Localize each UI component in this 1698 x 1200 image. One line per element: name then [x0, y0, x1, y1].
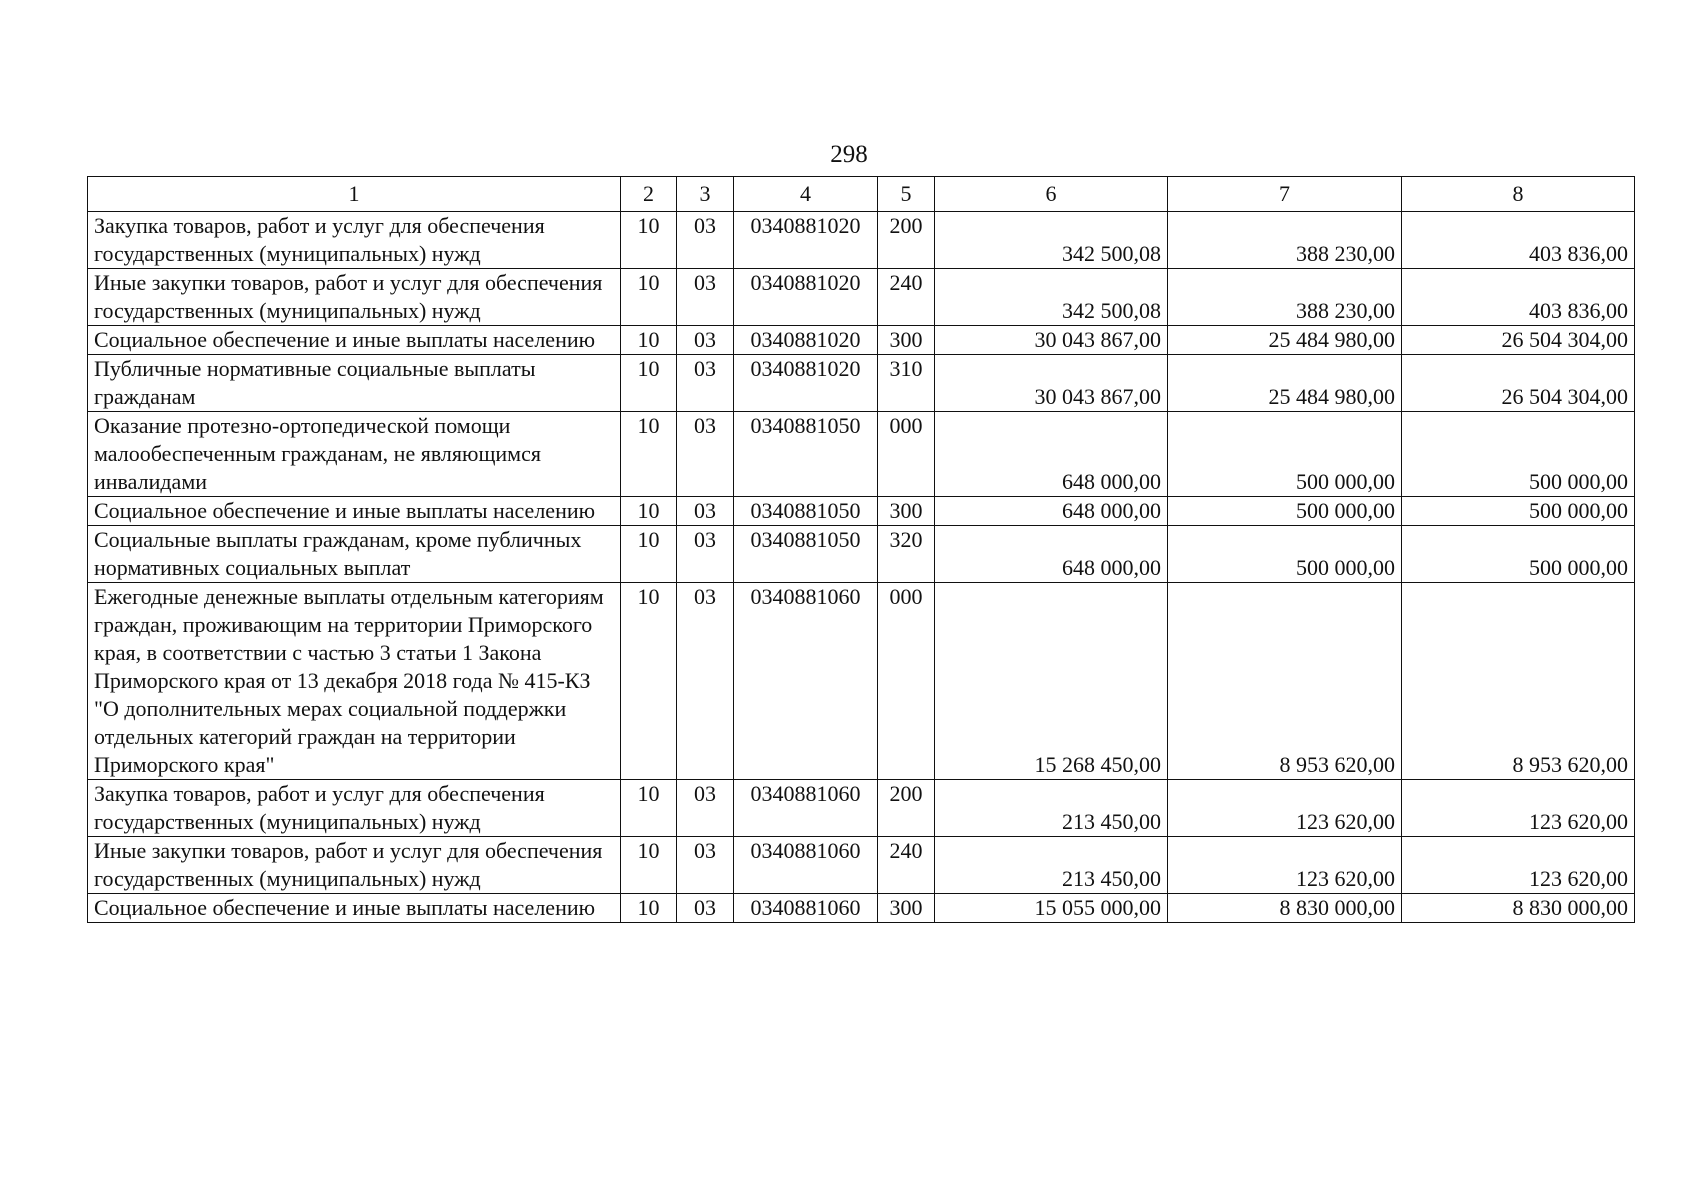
target-article-code-cell: 0340881060	[734, 837, 878, 894]
row-name-cell: Социальное обеспечение и иные выплаты населению	[88, 326, 621, 355]
row-name-cell: Социальное обеспечение и иные выплаты населению	[88, 497, 621, 526]
target-article-code-cell: 0340881020	[734, 212, 878, 269]
target-article-code-cell: 0340881020	[734, 355, 878, 412]
subsection-code-cell: 03	[677, 269, 734, 326]
expense-type-code-cell: 200	[878, 780, 935, 837]
page-number: 298	[830, 141, 868, 168]
amount-col6-cell: 648 000,00	[935, 412, 1168, 497]
header-cell-8: 8	[1402, 177, 1635, 212]
amount-col7-cell: 25 484 980,00	[1168, 355, 1402, 412]
amount-col7-cell: 388 230,00	[1168, 212, 1402, 269]
amount-col7-cell: 500 000,00	[1168, 497, 1402, 526]
row-name-cell: Закупка товаров, работ и услуг для обеспечения государственных (муниципальных) нужд	[88, 780, 621, 837]
amount-col6-cell: 30 043 867,00	[935, 355, 1168, 412]
expense-type-code-cell: 000	[878, 412, 935, 497]
subsection-code-cell: 03	[677, 583, 734, 780]
section-code-cell: 10	[621, 894, 677, 923]
expense-type-code-cell: 320	[878, 526, 935, 583]
budget-table	[87, 176, 1635, 923]
subsection-code-cell: 03	[677, 780, 734, 837]
section-code-cell: 10	[621, 837, 677, 894]
amount-col6-cell: 213 450,00	[935, 837, 1168, 894]
header-cell-1: 1	[88, 177, 621, 212]
amount-col6-cell: 342 500,08	[935, 212, 1168, 269]
target-article-code-cell: 0340881050	[734, 526, 878, 583]
section-code-cell: 10	[621, 780, 677, 837]
subsection-code-cell: 03	[677, 526, 734, 583]
expense-type-code-cell: 310	[878, 355, 935, 412]
table-row	[88, 894, 1635, 923]
table-row	[88, 583, 1635, 780]
amount-col8-cell: 26 504 304,00	[1402, 355, 1635, 412]
expense-type-code-cell: 000	[878, 583, 935, 780]
section-code-cell: 10	[621, 583, 677, 780]
amount-col7-cell: 500 000,00	[1168, 412, 1402, 497]
amount-col8-cell: 500 000,00	[1402, 497, 1635, 526]
amount-col8-cell: 500 000,00	[1402, 526, 1635, 583]
amount-col8-cell: 8 830 000,00	[1402, 894, 1635, 923]
header-cell-2: 2	[621, 177, 677, 212]
table-row	[88, 780, 1635, 837]
amount-col6-cell: 648 000,00	[935, 497, 1168, 526]
target-article-code-cell: 0340881060	[734, 894, 878, 923]
expense-type-code-cell: 240	[878, 837, 935, 894]
section-code-cell: 10	[621, 497, 677, 526]
row-name-cell: Социальные выплаты гражданам, кроме публичных нормативных социальных выплат	[88, 526, 621, 583]
target-article-code-cell: 0340881060	[734, 780, 878, 837]
amount-col6-cell: 15 055 000,00	[935, 894, 1168, 923]
amount-col7-cell: 123 620,00	[1168, 837, 1402, 894]
header-cell-6: 6	[935, 177, 1168, 212]
amount-col8-cell: 8 953 620,00	[1402, 583, 1635, 780]
section-code-cell: 10	[621, 212, 677, 269]
amount-col6-cell: 15 268 450,00	[935, 583, 1168, 780]
target-article-code-cell: 0340881020	[734, 326, 878, 355]
table-row	[88, 837, 1635, 894]
row-name-cell: Ежегодные денежные выплаты отдельным категориям граждан, проживающим на территории Приморского края, в соответствии с частью 3 статьи 1 Закона Приморского края от 13 декабря 2018 года № 415-КЗ "О дополнительных мерах социальной поддержки отдельных категорий граждан на территории Приморского края"	[88, 583, 621, 780]
subsection-code-cell: 03	[677, 212, 734, 269]
row-name-cell: Иные закупки товаров, работ и услуг для обеспечения государственных (муниципальных) нужд	[88, 269, 621, 326]
expense-type-code-cell: 300	[878, 894, 935, 923]
amount-col8-cell: 403 836,00	[1402, 269, 1635, 326]
section-code-cell: 10	[621, 526, 677, 583]
section-code-cell: 10	[621, 269, 677, 326]
target-article-code-cell: 0340881060	[734, 583, 878, 780]
amount-col7-cell: 500 000,00	[1168, 526, 1402, 583]
section-code-cell: 10	[621, 355, 677, 412]
amount-col7-cell: 8 953 620,00	[1168, 583, 1402, 780]
table-row	[88, 497, 1635, 526]
table-row	[88, 355, 1635, 412]
row-name-cell: Оказание протезно-ортопедической помощи малообеспеченным гражданам, не являющимся инвалидами	[88, 412, 621, 497]
amount-col7-cell: 388 230,00	[1168, 269, 1402, 326]
target-article-code-cell: 0340881020	[734, 269, 878, 326]
target-article-code-cell: 0340881050	[734, 412, 878, 497]
amount-col8-cell: 123 620,00	[1402, 837, 1635, 894]
table-row	[88, 326, 1635, 355]
header-cell-3: 3	[677, 177, 734, 212]
header-cell-7: 7	[1168, 177, 1402, 212]
table-body	[88, 177, 1635, 923]
header-row	[88, 177, 1635, 212]
expense-type-code-cell: 200	[878, 212, 935, 269]
amount-col8-cell: 26 504 304,00	[1402, 326, 1635, 355]
amount-col7-cell: 123 620,00	[1168, 780, 1402, 837]
section-code-cell: 10	[621, 412, 677, 497]
subsection-code-cell: 03	[677, 837, 734, 894]
subsection-code-cell: 03	[677, 894, 734, 923]
expense-type-code-cell: 300	[878, 326, 935, 355]
table-row	[88, 526, 1635, 583]
target-article-code-cell: 0340881050	[734, 497, 878, 526]
amount-col6-cell: 213 450,00	[935, 780, 1168, 837]
amount-col6-cell: 342 500,08	[935, 269, 1168, 326]
section-code-cell: 10	[621, 326, 677, 355]
table-row	[88, 212, 1635, 269]
amount-col7-cell: 25 484 980,00	[1168, 326, 1402, 355]
table-row	[88, 412, 1635, 497]
amount-col6-cell: 30 043 867,00	[935, 326, 1168, 355]
subsection-code-cell: 03	[677, 355, 734, 412]
table-row	[88, 269, 1635, 326]
amount-col8-cell: 403 836,00	[1402, 212, 1635, 269]
expense-type-code-cell: 240	[878, 269, 935, 326]
subsection-code-cell: 03	[677, 412, 734, 497]
header-cell-5: 5	[878, 177, 935, 212]
amount-col7-cell: 8 830 000,00	[1168, 894, 1402, 923]
row-name-cell: Закупка товаров, работ и услуг для обеспечения государственных (муниципальных) нужд	[88, 212, 621, 269]
amount-col6-cell: 648 000,00	[935, 526, 1168, 583]
subsection-code-cell: 03	[677, 326, 734, 355]
row-name-cell: Иные закупки товаров, работ и услуг для обеспечения государственных (муниципальных) нужд	[88, 837, 621, 894]
amount-col8-cell: 123 620,00	[1402, 780, 1635, 837]
row-name-cell: Социальное обеспечение и иные выплаты населению	[88, 894, 621, 923]
expense-type-code-cell: 300	[878, 497, 935, 526]
header-cell-4: 4	[734, 177, 878, 212]
subsection-code-cell: 03	[677, 497, 734, 526]
row-name-cell: Публичные нормативные социальные выплаты гражданам	[88, 355, 621, 412]
amount-col8-cell: 500 000,00	[1402, 412, 1635, 497]
